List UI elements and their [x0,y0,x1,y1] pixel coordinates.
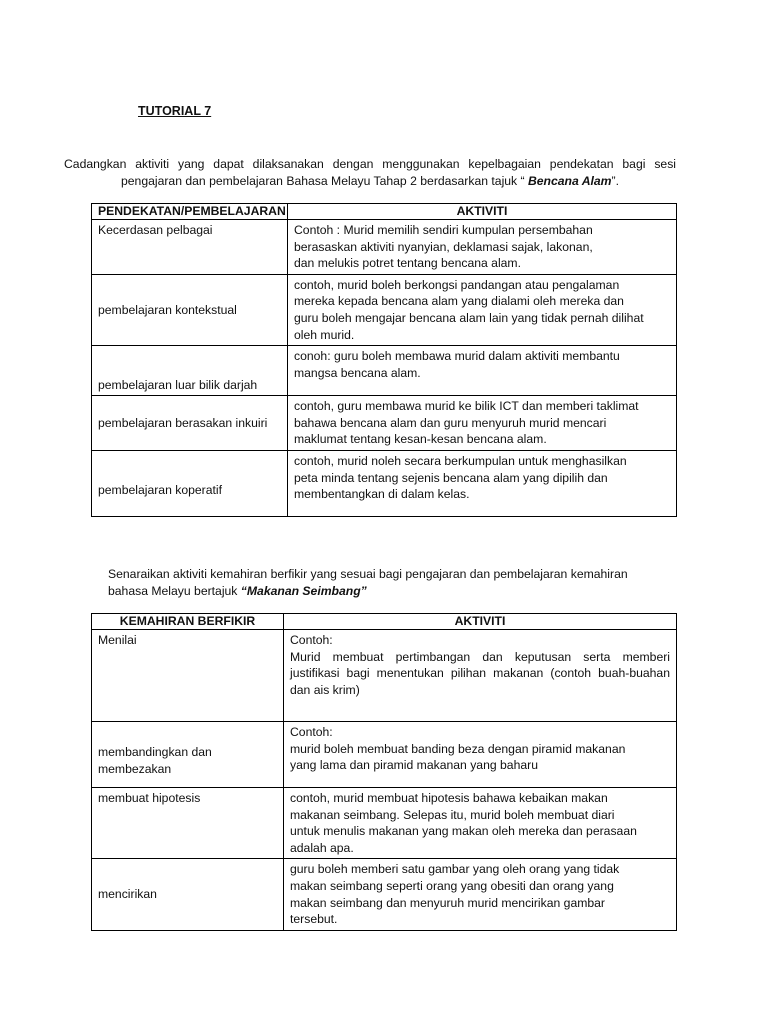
activity-cell [284,630,677,722]
table-row [92,274,677,345]
activity-cell: contoh, murid boleh berkongsi pandangan atau pengalaman mereka kepada bencana alam yang dialami oleh mereka dan guru boleh mengajar bencana alam lain yang tidak pernah dilihat oleh murid. [288,274,677,345]
table-header-row [92,204,677,220]
instruction-line: Senaraikan aktiviti kemahiran berfikir yang sesuai bagi pengajaran dan pembelajaran kemahiran [108,567,628,581]
activity-cell: guru boleh memberi satu gambar yang oleh orang yang tidak makan seimbang seperti orang yang obesiti dan orang yang makan seimbang dan menyuruh murid mencirikan gambar tersebut. [284,859,677,930]
table-row [92,630,677,722]
table-row [92,788,677,859]
skill-cell: membuat hipotesis [92,788,284,859]
approach-cell: pembelajaran berasakan inkuiri [92,396,288,451]
column-header: KEMAHIRAN BERFIKIR [92,614,284,630]
table-row [92,346,677,396]
skill-cell: membandingkan dan membezakan [92,722,284,788]
instruction-text: ”. [611,174,619,188]
activity-text: Murid membuat pertimbangan dan keputusan serta memberi justifikasi bagi menentukan pilihan makanan (contoh buah-buahan dan ais krim) [290,649,670,697]
instruction-text: bahasa Melayu bertajuk [108,584,241,598]
instruction-line [108,583,676,600]
activity-cell: Contoh : Murid memilih sendiri kumpulan persembahan berasaskan aktiviti nyanyian, deklamasi sajak, lakonan, dan melukis potret tentang bencana alam. [288,220,677,275]
activity-text: murid boleh membuat banding beza dengan piramid makanan yang lama dan piramid makanan yang baharu [290,741,626,773]
column-header: AKTIVITI [288,204,677,220]
instruction-line [64,173,676,190]
activity-cell: contoh, guru membawa murid ke bilik ICT dan memberi taklimat bahawa bencana alam dan guru menyuruh murid mencari maklumat tentang kesan-kesan bencana alam. [288,396,677,451]
table-header-row [92,614,677,630]
column-header: AKTIVITI [284,614,677,630]
table-row [92,722,677,788]
topic-name: “Makanan Seimbang” [240,584,367,598]
instruction-line: Cadangkan aktiviti yang dapat dilaksanakan dengan menggunakan kepelbagaian pendekatan bagi sesi [64,157,676,171]
approach-cell: pembelajaran kontekstual [92,274,288,345]
activity-cell: contoh, murid membuat hipotesis bahawa kebaikan makan makanan seimbang. Selepas itu, murid boleh membuat diari untuk menulis makanan yang makan oleh mereka dan perasaan adalah apa. [284,788,677,859]
instruction-text: pengajaran dan pembelajaran Bahasa Melayu Tahap 2 berdasarkan tajuk “ [121,174,525,188]
activity-cell: conoh: guru boleh membawa murid dalam aktiviti membantu mangsa bencana alam. [288,346,677,396]
skill-cell: Menilai [92,630,284,722]
approach-cell: pembelajaran koperatif [92,450,288,516]
table-row [92,220,677,275]
approach-activity-table [91,203,677,517]
example-label: Contoh: [290,725,333,739]
topic-name: Bencana Alam [524,174,612,188]
approach-cell: Kecerdasan pelbagai [92,220,288,275]
instruction-paragraph-1 [64,156,676,190]
column-header: PENDEKATAN/PEMBELAJARAN [92,204,288,220]
activity-cell: contoh, murid noleh secara berkumpulan untuk menghasilkan peta minda tentang sejenis bencana alam yang dipilih dan membentangkan di dalam kelas. [288,450,677,516]
table-row [92,859,677,930]
tutorial-title: TUTORIAL 7 [138,104,212,118]
activity-cell [284,722,677,788]
table-row [92,450,677,516]
instruction-paragraph-2 [108,566,676,600]
table-row [92,396,677,451]
example-label: Contoh: [290,633,333,647]
skill-cell: mencirikan [92,859,284,930]
approach-cell: pembelajaran luar bilik darjah [92,346,288,396]
thinking-skill-table [91,613,677,931]
